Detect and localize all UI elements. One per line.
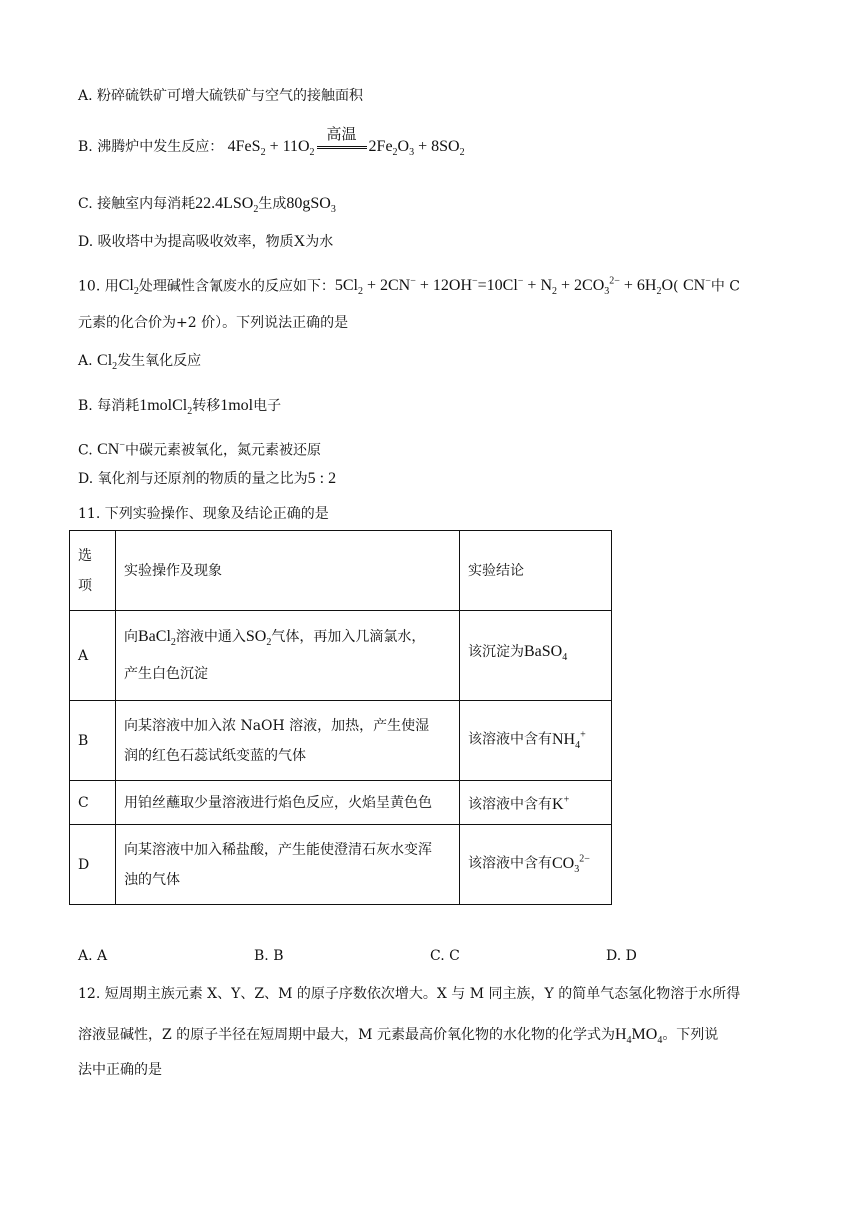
q11-option-d[interactable]: D. D	[606, 948, 637, 964]
q10-stem-line1: 10. 用$Cl_2$处理碱性含氰废水的反应如下：$5Cl_2 + 2CN^- + 12OH^-=10Cl^- + N_2 + 2CO_3^{2-} + 6H_2O$( CN−中 C	[78, 276, 740, 298]
row-conclusion: 该溶液中含有K+	[460, 781, 612, 825]
header-conclusion: 实验结论	[460, 531, 612, 611]
q11-option-b[interactable]: B. B	[254, 948, 284, 964]
q9-option-d: D. 吸收塔中为提高吸收效率，物质X为水	[78, 233, 334, 250]
experiment-table	[69, 530, 612, 905]
q10-option-d: D. 氧化剂与还原剂的物质的量之比为5 : 2	[78, 470, 337, 487]
row-conclusion: 该溶液中含有$CO_3^{2-}$	[460, 825, 612, 905]
row-label: B	[70, 701, 116, 781]
table-row	[70, 611, 612, 701]
q11-option-a[interactable]: A. A	[78, 948, 108, 964]
table-row	[70, 701, 612, 781]
q10-option-a: A. $Cl_2$发生氧化反应	[78, 352, 202, 373]
q10-option-c: C. CN−中碳元素被氧化，氮元素被还原	[78, 440, 321, 459]
q9-option-b	[78, 127, 465, 163]
row-conclusion: 该沉淀为BaSO$_4$	[460, 611, 612, 701]
row-operation: 向某溶液中加入浓 NaOH 溶液，加热，产生使湿 润的红色石蕊试纸变蓝的气体	[116, 701, 460, 781]
q12-stem-line1: 12. 短周期主族元素 X、Y、Z、M 的原子序数依次增大。X 与 M 同主族，Y 的简单气态氢化物溶于水所得	[78, 986, 741, 1002]
q9-option-a: A. 粉碎硫铁矿可增大硫铁矿与空气的接触面积	[78, 88, 364, 104]
row-conclusion: 该溶液中含有$NH_4^+$	[460, 701, 612, 781]
q11-option-c[interactable]: C. C	[430, 948, 460, 964]
q9-option-b-prefix: B. 沸腾炉中发生反应：	[78, 139, 224, 155]
row-operation: 向某溶液中加入稀盐酸，产生能使澄清石灰水变浑 浊的气体	[116, 825, 460, 905]
q11-stem: 11. 下列实验操作、现象及结论正确的是	[78, 506, 329, 522]
row-operation: 向BaCl$_2$溶液中通入$SO_2$气体，再加入几滴氯水， 产生白色沉淀	[116, 611, 460, 701]
header-option: 选 项	[70, 531, 116, 611]
reaction-arrow-high-temp: 高温	[317, 137, 367, 157]
row-label: A	[70, 611, 116, 701]
q10-stem-line2: 元素的化合价为+2 价）。下列说法正确的是	[78, 315, 349, 331]
table-header-row	[70, 531, 612, 611]
table-row	[70, 781, 612, 825]
q10-option-b: B. 每消耗1molCl$_2$转移1mol电子	[78, 397, 282, 418]
q9-option-b-equation: $4FeS_2 + 11O_2$ 高温 $2Fe_2O_3 + 8SO_2$	[227, 127, 465, 159]
q12-stem-line3: 法中正确的是	[78, 1062, 162, 1078]
row-label: D	[70, 825, 116, 905]
row-label: C	[70, 781, 116, 825]
q12-stem-line2: 溶液显碱性，Z 的原子半径在短周期中最大，M 元素最高价氧化物的水化物的化学式为$H_4MO_4$。下列说	[78, 1026, 719, 1047]
row-operation: 用铂丝蘸取少量溶液进行焰色反应，火焰呈黄色色	[116, 781, 460, 825]
header-operation: 实验操作及现象	[116, 531, 460, 611]
table-row	[70, 825, 612, 905]
q9-option-c: C. 接触室内每消耗$22.4LSO_2$生成80gSO$_3$	[78, 195, 336, 216]
